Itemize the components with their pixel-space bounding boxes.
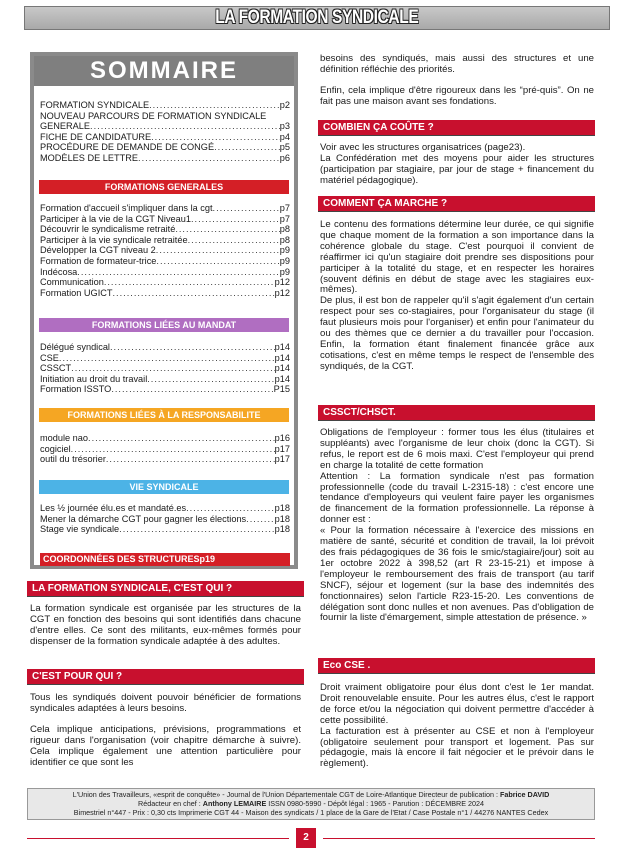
toc-generales [40, 203, 290, 298]
band-formations-responsabilite: FORMATIONS LIÉES À LA RESPONSABILITE [39, 408, 289, 422]
toc-coordonnees[interactable]: COORDONNÉES DES STRUCTURES p19 [40, 553, 290, 566]
sommaire-title: SOMMAIRE [34, 56, 294, 86]
toc-intro [40, 100, 290, 164]
toc-entry[interactable]: Découvrir le syndicalisme retraité ..... p8 [40, 224, 290, 235]
toc-entry[interactable]: NOUVEAU PARCOURS DE FORMATION SYNDICALE [40, 110, 267, 121]
toc-entry[interactable]: Formation de formateur-trice ..... p9 [40, 256, 290, 267]
toc-entry[interactable]: outil du trésorier ..... p17 [40, 454, 290, 465]
text-eco-cse: Droit vraiment obligatoire pour élus dont c'est le 1er mandat. Droit renouvelable ensuite. Pour les autres élus, c'est le rapport de force et/ou la négociation qui doivent permettre d'accéder à cette possibilité. La facturation est à présenter au CSE et non à l'employeur (obligatoire seulement pour transport et logement. Pas sur pédagogie, mais là encore il fait négocier et le prévoir dans le règlement). [320, 682, 594, 770]
band-formations-generales: FORMATIONS GENERALES [39, 180, 289, 194]
text-besoins: besoins des syndiqués, mais aussi des structures et une définition réfléchie des priorités. Enfin, cela implique d'être rigoureux dans les “pré-quis”. On ne fait pas une maison avant ses fondations. [320, 53, 594, 107]
heading-combien: COMBIEN ÇA COÛTE ? [318, 120, 595, 136]
toc-entry[interactable]: Participer à la vie syndicale retraitée ..... p8 [40, 235, 290, 246]
toc-entry[interactable]: Initiation au droit du travail ..... p14 [40, 374, 290, 385]
toc-entry[interactable]: PROCÉDURE DE DEMANDE DE CONGÉ ..... p5 [40, 142, 290, 153]
toc-entry[interactable]: GENERALE ..... p3 [40, 121, 290, 132]
toc-entry[interactable]: Formation d'accueil s'impliquer dans la cgt ..... p7 [40, 203, 290, 214]
heading-cest-qui: LA FORMATION SYNDICALE, C'EST QUI ? [27, 581, 304, 597]
text-combien: Voir avec les structures organisatrices (page23). La Confédération met des moyens pour aider les structures (participation par stagiaire, par jour de stage + financement du matériel pédagogique). [320, 142, 594, 186]
toc-entry[interactable]: Délégué syndical ..... p14 [40, 342, 290, 353]
toc-responsabilite [40, 433, 290, 465]
toc-entry[interactable]: FORMATION SYNDICALE ..... p2 [40, 100, 290, 111]
footer-rule-right [323, 838, 595, 839]
toc-entry[interactable]: FICHE DE CANDIDATURE ..... p4 [40, 132, 290, 143]
page-header [24, 6, 610, 30]
toc-entry[interactable]: CSSCT ..... p14 [40, 363, 290, 374]
toc-mandat [40, 342, 290, 395]
text-pour-qui: Tous les syndiqués doivent pouvoir bénéficier de formations syndicales adaptées à leurs besoins. Cela implique anticipations, prévisions, programmations et rigueur dans l'organisation (voir chapitre démarche à suivre). Cela implique également une attention particulière pour identifier ce que sont les [30, 692, 301, 768]
toc-entry[interactable]: Les ½ journée élu.es et mandaté.es ..... p18 [40, 503, 290, 514]
toc-entry[interactable]: Mener la démarche CGT pour gagner les élections ..... p18 [40, 514, 290, 525]
footer-rule-left [27, 838, 289, 839]
toc-entry[interactable]: cogiciel ..... p17 [40, 444, 290, 455]
band-formations-mandat: FORMATIONS LIÉES AU MANDAT [39, 318, 289, 332]
toc-entry[interactable]: Formation UGICT ..... p12 [40, 288, 290, 299]
toc-entry[interactable]: CSE ..... p14 [40, 353, 290, 364]
toc-entry[interactable]: Formation ISSTO ..... P15 [40, 384, 290, 395]
text-cest-qui: La formation syndicale est organisée par les structures de la CGT en fonction des besoins qui sont identifiés dans chacune d'entre elles. Ce sont des militants, eux-mêmes formés pour dispenser de la formation syndicale adaptée à des adultes. [30, 603, 301, 647]
toc-vie [40, 503, 290, 535]
text-comment: Le contenu des formations détermine leur durée, ce qui signifie que chaque moment de la formation a son importance dans la cohérence globale du stage. C'est pourquoi il convient de réaffirmer ici qu'un stagiaire doit prendre ses dispositions pour participer à la totalité du stage, et en respecter les horaires (souvent définis en début de stage avec les stagiaires eux-mêmes). De plus, il est bon de rappeler qu'il s'agit également d'un certain respect pour ses co-stagiaires, pour l'organisateur du stage (il faut plusieurs mois pour l'organiser) et enfin pour l'animateur du ou des thèmes que ce dernier a du travailler pour l'occasion. Enfin, la formation étant finalement financée grâce aux cotisations, c'est en même temps le respect de l'ensemble des syndiqués, de la CGT. [320, 219, 594, 372]
footer-imprint: L'Union des Travailleurs, «esprit de conquête» - Journal de l'Union Départementale CGT de Loire-Atlantique Directeur de publication : Fabrice DAVID Rédacteur en chef : Anthony LEMAIRE ISSN 0980-5990 - Dépôt légal : 1965 - Parution : DÉCEMBRE 2024 Bimestriel n°447 - Prix : 0,30 cts Imprimerie CGT 44 - Maison des syndicats / 1 place de la Gare de l'Etat / Case Postale n°1 / 44276 NANTES Cedex [27, 788, 595, 820]
band-vie-syndicale: VIE SYNDICALE [39, 480, 289, 494]
toc-entry[interactable]: module nao ..... p16 [40, 433, 290, 444]
sommaire-box [30, 52, 298, 569]
toc-entry[interactable]: Communication ..... p12 [40, 277, 290, 288]
toc-entry[interactable]: Stage vie syndicale ..... p18 [40, 524, 290, 535]
toc-entry[interactable]: Indécosa ..... p9 [40, 267, 290, 278]
text-cssct: Obligations de l'employeur : former tous les élus (titulaires et suppléants) avec l'organisme de leur choix (donc la CGT). Si refus, le report est de 6 mois maxi. C'est l'employeur qui prend en charge la totalité de cette formation Attention : La formation syndicale n'est pas formation professionnelle (code du travail L-2315-18) : c'est encore une tendance d'employeurs qui veulent faire payer les organismes de financement de la formation professionnelle. La réponse à donner est : « Pour la formation nécessaire à l'exercice des missions en matière de santé, sécurité et condition de travail, la loi prévoit des frais pédagogiques de 36 fois le smic/stagiaire/jour) soit au 1er octobre 2022 à 398,52 (art R 23-15-21) et impose à l'employeur le remboursement des frais de transport (au tarif SNCF), séjour et logement (sur la base des indemnités des fonctionnaires) selon l'article R23-15-20. Les conventions de délégation sont donc nulles et non avenues. Pas d'obligation de fournir la liste d'émargement, simple attestation de présence. » [320, 427, 594, 624]
toc-entry[interactable]: Participer à la vie de la CGT Niveau1 ..... p7 [40, 214, 290, 225]
page-number: 2 [296, 828, 316, 848]
heading-pour-qui: C'EST POUR QUI ? [27, 669, 304, 685]
heading-eco-cse: Eco CSE . [318, 658, 595, 674]
page-title: LA FORMATION SYNDICALE [215, 7, 419, 28]
heading-cssct: CSSCT/CHSCT. [318, 405, 595, 421]
toc-entry[interactable]: MODÈLES DE LETTRE ..... p6 [40, 153, 290, 164]
toc-entry[interactable]: Développer la CGT niveau 2 ..... p9 [40, 245, 290, 256]
heading-comment: COMMENT ÇA MARCHE ? [318, 196, 595, 212]
